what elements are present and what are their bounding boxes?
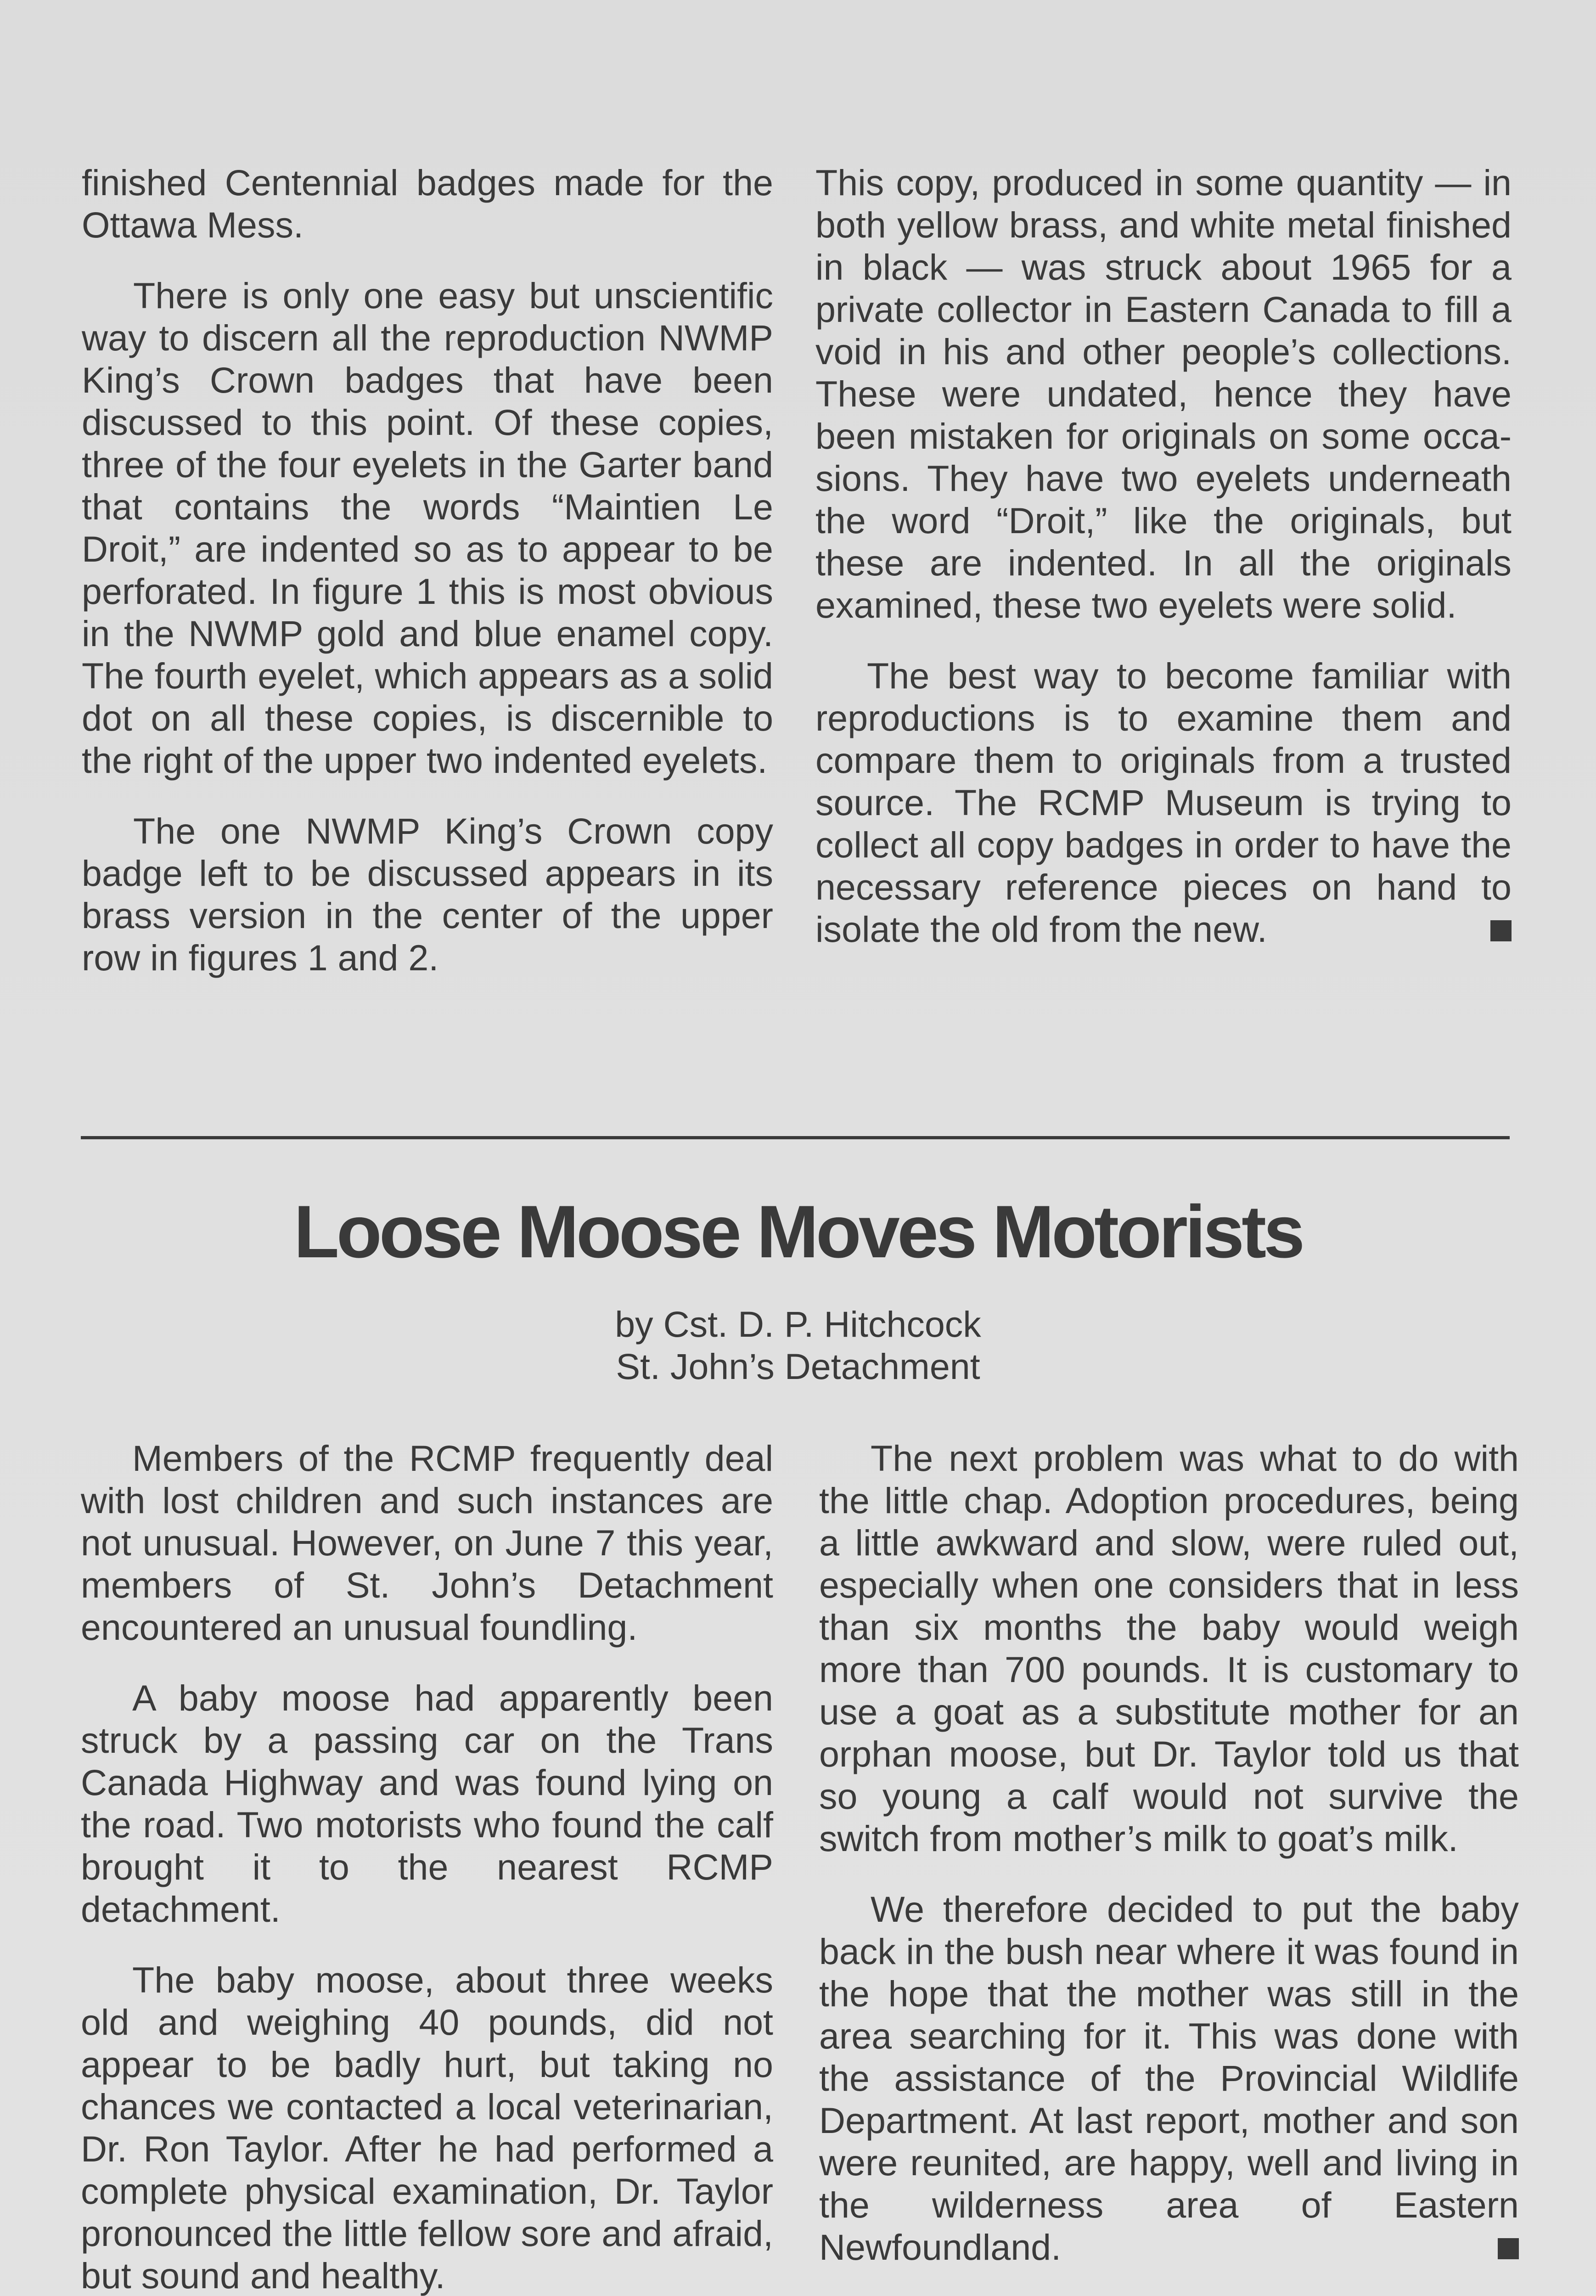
paragraph: Members of the RCMP frequently deal with lost children and such instances are not unusual. However, on June 7 this year, members of St. John’s Detachment encountered an unusual foundling. bbox=[81, 1438, 773, 1648]
paragraph: The next problem was what to do with the little chap. Adoption procedures, being a little awkward and slow, were ruled out, especially when one considers that in less than six months the baby would weigh more than 700 pounds. It is customary to use a goat as a substitute mother for an orphan moose, but Dr. Taylor told us that so young a calf would not survive the switch from mother’s milk to goat’s milk. bbox=[819, 1438, 1519, 1859]
article-left-column bbox=[81, 1437, 773, 2296]
paragraph: finished Centennial badges made for the Ottawa Mess. bbox=[82, 162, 773, 245]
previous-article-right-column bbox=[815, 162, 1512, 951]
end-of-article-mark bbox=[1490, 920, 1512, 941]
paragraph-last bbox=[819, 1888, 1519, 2268]
paragraph: The baby moose, about three weeks old and weighing 40 pounds, did not appear to be badly hurt, but taking no chances we contacted a local veterinarian, Dr. Ron Taylor. After he had performed a complete physical examination, Dr. Taylor pronounced the little fellow sore and afraid, but sound and healthy. bbox=[81, 1959, 773, 2296]
article-title: Loose Moose Moves Motorists bbox=[293, 1190, 1303, 1273]
end-of-article-mark bbox=[1498, 2238, 1519, 2259]
article-right-column bbox=[819, 1437, 1519, 2268]
byline-unit: St. John’s Detachment bbox=[616, 1346, 980, 1387]
paragraph: A baby moose had apparently been struck by a passing car on the Trans Canada Highway and was found lying on the road. Two motorists who found the calf brought it to the nearest RCMP detachment. bbox=[81, 1677, 773, 1930]
paragraph: The one NWMP King’s Crown copy badge left to be discussed appears in its brass version in the center of the upper row in figures 1 and 2. bbox=[82, 810, 773, 978]
byline-author: by Cst. D. P. Hitchcock bbox=[615, 1304, 981, 1345]
paragraph-text: We therefore decided to put the baby back in the bush near where it was found in the hope that the mother was still in the area searching for it. This was done with the assistance of the Provincial Wildlife Department. At last report, mother and son were reunited, are happy, well and living in the wilderness area of Eastern Newfoundland. bbox=[819, 1889, 1519, 2268]
previous-article-left-column bbox=[82, 162, 773, 979]
paragraph: There is only one easy but unscientific way to discern all the reproduction NWMP King’s Crown badges that have been discussed to this point. Of these copies, three of the four eyelets in the Garter band that contains the words “Maintien Le Droit,” are indented so as to appear to be perforated. In figure 1 this is most obvious in the NWMP gold and blue enamel copy. The fourth eyelet, which appears as a solid dot on all these copies, is discernible to the right of the upper two indented eyelets. bbox=[82, 275, 773, 781]
section-divider bbox=[81, 1136, 1510, 1139]
paragraph-last bbox=[815, 655, 1512, 951]
paragraph-text: The best way to become familiar with reproductions is to examine them and compare them to originals from a trusted source. The RCMP Museum is trying to collect all copy badges in order to have the necessary reference pieces on hand to isolate the old from the new. bbox=[815, 655, 1512, 950]
paragraph: This copy, produced in some quantity — in both yellow brass, and white metal finished in black — was struck about 1965 for a private collector in Eastern Canada to fill a void in his and other people’s collections. These were undated, hence they have been mistaken for originals on some occasions. They have two eyelets underneath the word “Droit,” like the originals, but these are indented. In all the originals examined, these two eyelets were solid. bbox=[815, 162, 1512, 625]
